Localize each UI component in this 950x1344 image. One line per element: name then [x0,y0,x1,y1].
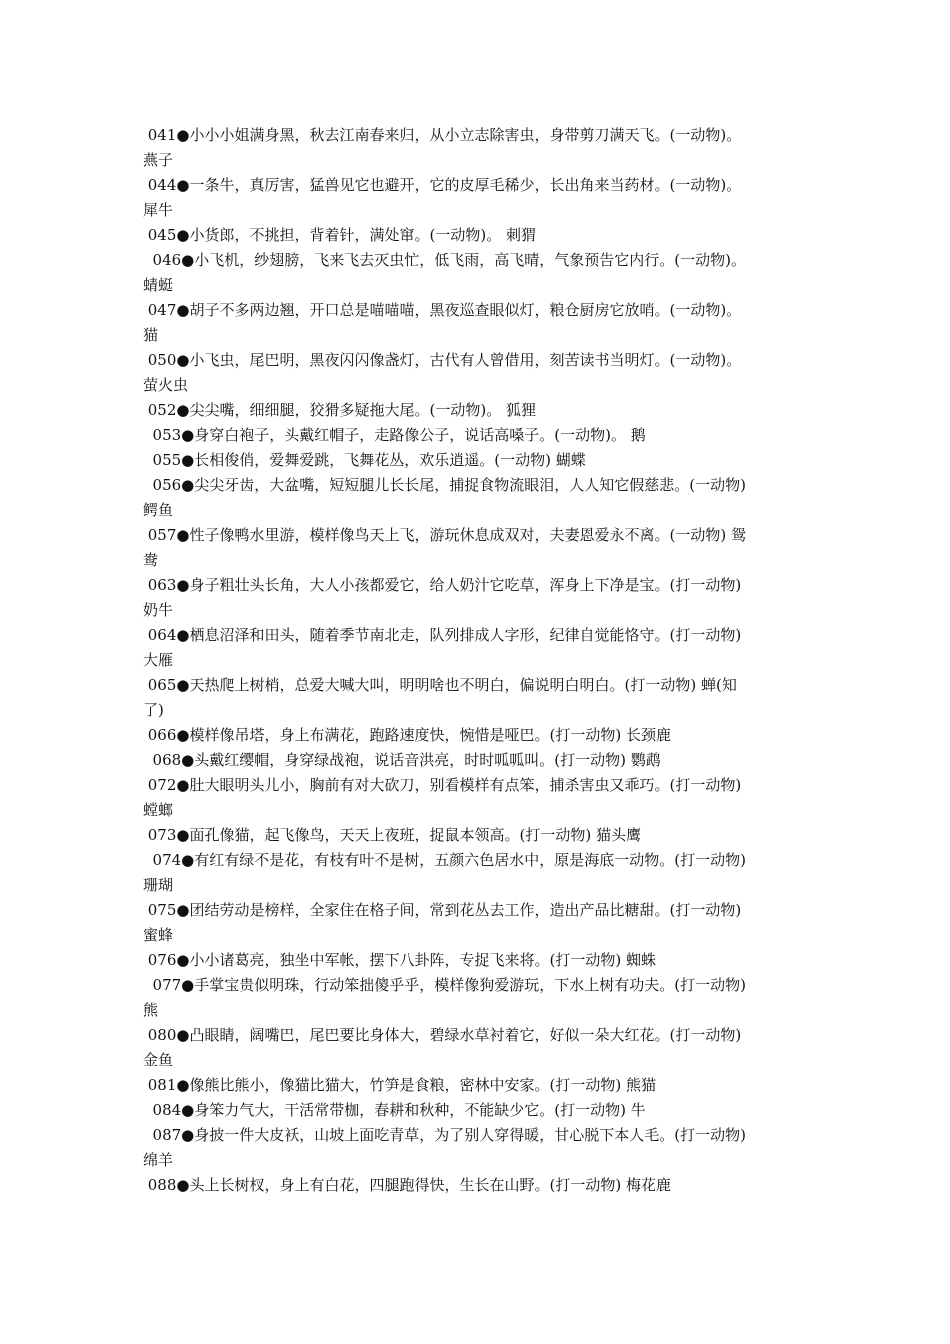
text-line: 蜜蜂 [143,926,174,944]
riddle-list [143,123,809,1198]
text-line: 053●身穿白袍子，头戴红帽子，走路像公子，说话高嗓子。(一动物)。 鹅 [143,426,646,444]
text-line: 犀牛 [143,201,174,219]
text-line: 075●团结劳动是榜样，全家住在格子间，常到花丛去工作，造出产品比糖甜。(打一动物) [143,901,742,919]
text-line: 金鱼 [143,1051,174,1069]
text-line: 065●天热爬上树梢，总爱大喊大叫，明明啥也不明白，偏说明白明白。(打一动物) 蝉(知 [143,676,737,694]
text-line: 072●肚大眼明头儿小，胸前有对大砍刀，别看模样有点笨，捕杀害虫又乖巧。(打一动物) [143,776,742,794]
text-line: 大雁 [143,651,174,669]
text-line: 珊瑚 [143,876,174,894]
text-line: 045●小货郎，不挑担，背着针，满处窜。(一动物)。 刺猬 [143,226,536,244]
text-line: 041●小小小姐满身黑，秋去江南春来归，从小立志除害虫，身带剪刀满天飞。(一动物)。 [143,126,742,144]
text-line: 鸯 [143,551,159,569]
text-line: 熊 [143,1001,159,1019]
text-line: 鳄鱼 [143,501,174,519]
text-line: 074●有红有绿不是花，有枝有叶不是树，五颜六色居水中，原是海底一动物。(打一动物) [143,851,746,869]
text-line: 064●栖息沼泽和田头，随着季节南北走，队列排成人字形，纪律自觉能恪守。(打一动物) [143,626,742,644]
text-line: 081●像熊比熊小，像猫比猫大，竹笋是食粮，密林中安家。(打一动物) 熊猫 [143,1076,656,1094]
text-line: 076●小小诸葛亮，独坐中军帐，摆下八卦阵，专捉飞来将。(打一动物) 蜘蛛 [143,951,656,969]
text-line: 052●尖尖嘴，细细腿，狡猾多疑拖大尾。(一动物)。 狐狸 [143,401,536,419]
text-line: 077●手掌宝贵似明珠，行动笨拙傻乎乎，模样像狗爱游玩，下水上树有功夫。(打一动物) [143,976,746,994]
text-line: 056●尖尖牙齿，大盆嘴，短短腿儿长长尾，捕捉食物流眼泪，人人知它假慈悲。(一动物) [143,476,746,494]
text-line: 080●凸眼睛，阔嘴巴，尾巴要比身体大，碧绿水草衬着它，好似一朵大红花。(打一动物) [143,1026,742,1044]
text-line: 068●头戴红缨帽，身穿绿战袍，说话音洪亮，时时呱呱叫。(打一动物) 鹦鹉 [143,751,661,769]
text-line: 055●长相俊俏，爱舞爱跳，飞舞花丛，欢乐逍遥。(一动物) 蝴蝶 [143,451,586,469]
text-line: 088●头上长树杈，身上有白花，四腿跑得快，生长在山野。(打一动物) 梅花鹿 [143,1176,671,1194]
text-line: 绵羊 [143,1151,174,1169]
text-line: 蜻蜓 [143,276,174,294]
text-line: 057●性子像鸭水里游，模样像鸟天上飞，游玩休息成双对，夫妻恩爱永不离。(一动物) 鸳 [143,526,746,544]
text-line: 073●面孔像猫，起飞像鸟，天天上夜班，捉鼠本领高。(打一动物) 猫头鹰 [143,826,641,844]
text-line: 084●身笨力气大，干活常带枷，春耕和秋种，不能缺少它。(打一动物) 牛 [143,1101,646,1119]
text-line: 044●一条牛，真厉害，猛兽见它也避开，它的皮厚毛稀少，长出角来当药材。(一动物)。 [143,176,742,194]
text-line: 萤火虫 [143,376,189,394]
text-line: 046●小飞机，纱翅膀，飞来飞去灭虫忙，低飞雨，高飞晴，气象预告它内行。(一动物)。 [143,251,746,269]
text-line: 螳螂 [143,801,174,819]
text-line: 063●身子粗壮头长角，大人小孩都爱它，给人奶汁它吃草，浑身上下净是宝。(打一动物) [143,576,742,594]
text-line: 奶牛 [143,601,174,619]
text-line: 050●小飞虫，尾巴明，黑夜闪闪像盏灯，古代有人曾借用，刻苦读书当明灯。(一动物)。 [143,351,742,369]
text-line: 087●身披一件大皮袄，山坡上面吃青草，为了别人穿得暖，甘心脱下本人毛。(打一动物) [143,1126,746,1144]
text-line: 了) [143,701,164,719]
text-line: 066●模样像吊塔，身上布满花，跑路速度快，惋惜是哑巴。(打一动物) 长颈鹿 [143,726,671,744]
text-line: 047●胡子不多两边翘，开口总是喵喵喵，黑夜巡查眼似灯，粮仓厨房它放哨。(一动物)。 [143,301,742,319]
text-line: 燕子 [143,151,174,169]
text-line: 猫 [143,326,159,344]
